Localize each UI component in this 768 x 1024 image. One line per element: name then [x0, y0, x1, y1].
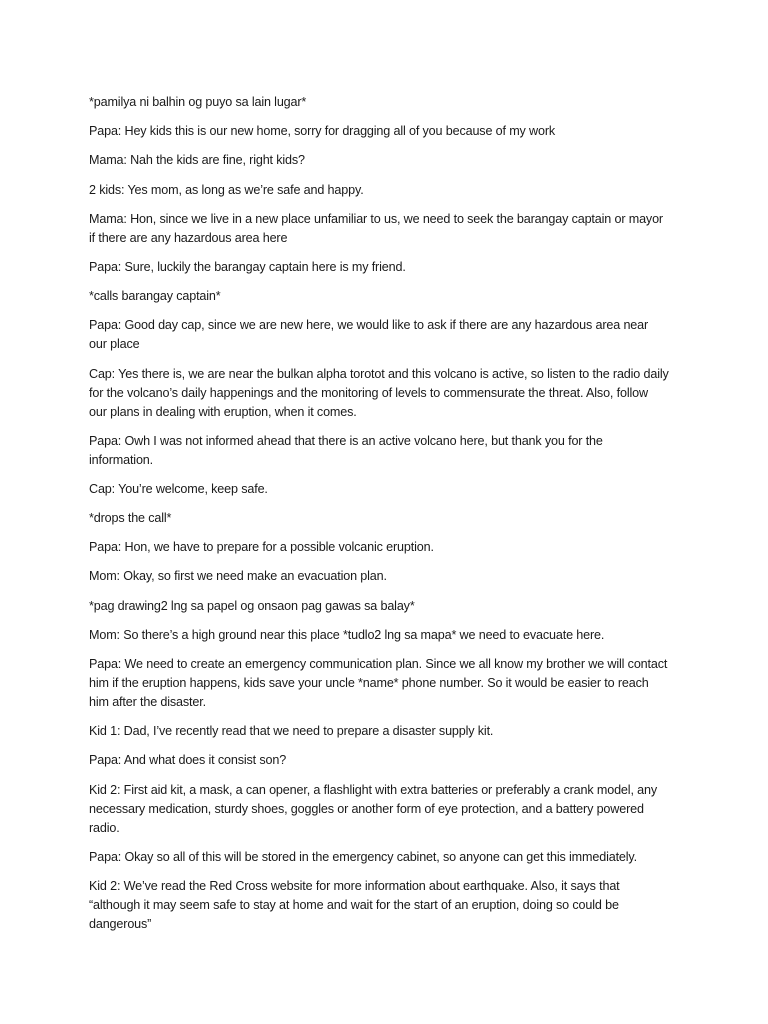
paragraph-mom-line: Mom: Okay, so first we need make an evacuation plan.: [89, 569, 387, 584]
paragraph-papa-line: Papa: Hey kids this is our new home, sorry for dragging all of you because of my work: [89, 124, 556, 139]
paragraph-papa-line: Papa: Sure, luckily the barangay captain here is my friend.: [89, 259, 406, 274]
paragraph-stage-direction: *pag drawing2 lng sa papel og onsaon pag gawas sa balay*: [89, 598, 415, 613]
paragraph-mama-line: Mama: Nah the kids are fine, right kids?: [89, 153, 305, 168]
paragraph-papa-line: Papa: We need to create an emergency communication plan. Since we all know my brother we will contact him if the eruption happens, kids save your uncle *name* phone number. So it would be easier to reach him after the disaster.: [89, 657, 668, 709]
paragraph-papa-line: Papa: Good day cap, since we are new here, we would like to ask if there are any hazardous area near our place: [89, 318, 649, 352]
paragraph-papa-line: Papa: Hon, we have to prepare for a possible volcanic eruption.: [89, 540, 434, 555]
paragraph-stage-direction: *pamilya ni balhin og puyo sa lain lugar*: [89, 95, 307, 109]
paragraph-kids-line: 2 kids: Yes mom, as long as we’re safe and happy.: [89, 182, 364, 197]
paragraph-papa-line: Papa: Okay so all of this will be stored in the emergency cabinet, so anyone can get this immediately.: [89, 849, 637, 864]
paragraph-papa-line: Papa: And what does it consist son?: [89, 753, 287, 768]
paragraph-mama-line: Mama: Hon, since we live in a new place unfamiliar to us, we need to seek the barangay captain or mayor if there are any hazardous area here: [89, 211, 663, 245]
paragraph-stage-direction: *drops the call*: [89, 511, 172, 526]
paragraph-mom-line: Mom: So there’s a high ground near this place *tudlo2 lng sa mapa* we need to evacuate here.: [89, 627, 605, 642]
paragraph-cap-line: Cap: You’re welcome, keep safe.: [89, 481, 268, 496]
paragraph-kid2-line: Kid 2: First aid kit, a mask, a can opener, a flashlight with extra batteries or preferably a crank model, any necessary medication, sturdy shoes, goggles or another form of eye protection, and a battery powered radio.: [89, 782, 657, 835]
paragraph-cap-line: Cap: Yes there is, we are near the bulkan alpha torotot and this volcano is active, so listen to the radio daily for the volcano’s daily happenings and the monitoring of levels to commensurate the threat. Also, follow our plans in dealing with eruption, when it comes.: [89, 366, 669, 419]
paragraph-kid2-line: Kid 2: We’ve read the Red Cross website for more information about earthquake. Also, it says that “although it may seem safe to stay at home and wait for the start of an eruption, doing so could be dangerous”: [89, 878, 620, 931]
paragraph-kid1-line: Kid 1: Dad, I’ve recently read that we need to prepare a disaster supply kit.: [89, 724, 494, 739]
document-body: [89, 93, 669, 944]
paragraph-stage-direction: *calls barangay captain*: [89, 289, 221, 304]
paragraph-papa-line: Papa: Owh I was not informed ahead that there is an active volcano here, but thank you for the information.: [89, 433, 603, 467]
